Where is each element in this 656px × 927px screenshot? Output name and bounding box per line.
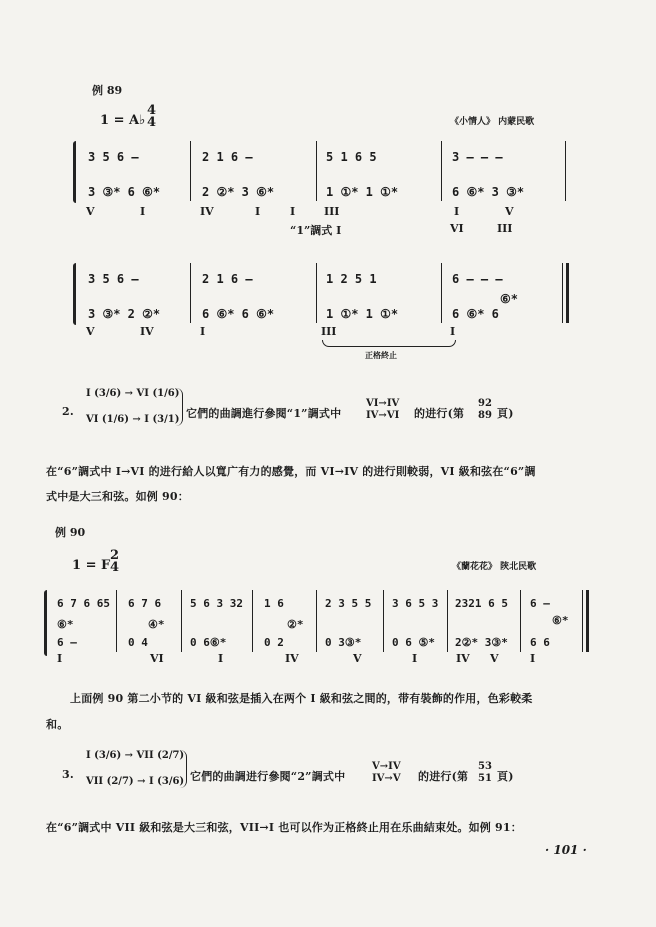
harmony-measure: 1 ①* 1 ①*: [326, 185, 399, 199]
paragraph-line: 式中是大三和弦。如例 90：: [46, 490, 189, 503]
brace-right: [180, 750, 187, 788]
paragraph-line: 和。: [46, 718, 69, 731]
example-90-key: 1 = F: [72, 558, 111, 573]
progression-pair: VI→IV IV→VI: [366, 398, 400, 421]
example-90-source: 《蘭花花》 陝北民歌: [452, 562, 537, 572]
chord-numeral: IV: [200, 205, 214, 218]
barline: [562, 263, 563, 323]
system-brace: [73, 263, 76, 325]
chord-numeral: III: [497, 222, 513, 235]
harmony-measure: 6 ⑥* 3 ③*: [452, 185, 525, 199]
melody-measure: 6 –: [530, 597, 550, 610]
barline: [316, 141, 317, 201]
melody-measure: 2 1 6 –: [202, 272, 253, 286]
harmony-measure: 1 ①* 1 ①*: [326, 307, 399, 321]
chord-numeral: I: [218, 652, 224, 665]
chord-numeral: VI: [150, 652, 164, 665]
example-90-time-signature: 2 4: [110, 548, 120, 575]
harmony-measure: 2②* 3③*: [455, 636, 508, 649]
harmony-measure: 6 ⑥* 6: [452, 307, 499, 321]
page-ref-end: 頁): [497, 407, 514, 420]
system-brace: [73, 141, 76, 203]
item-tail: 的进行(第: [414, 407, 465, 420]
chord-numeral: V: [505, 205, 514, 218]
chord-numeral: I: [200, 325, 206, 338]
melody-measure: 2 3 5 5: [325, 597, 372, 610]
barline: [316, 263, 317, 323]
melody-measure: 2321 6 5: [455, 597, 508, 610]
cadence-bracket: [322, 340, 456, 347]
page-ref-end: 頁): [497, 770, 514, 783]
harmony-measure: 0 6⑥*: [190, 636, 227, 649]
harmony-measure: 0 2: [264, 636, 284, 649]
chord-numeral: I: [57, 652, 63, 665]
barline: [447, 590, 448, 652]
example-89-time-signature: 4 4: [147, 103, 157, 130]
harmony-measure: 3 ③* 6 ⑥*: [88, 185, 161, 199]
progression-line: VI (1/6) → I (3/1): [86, 414, 180, 425]
harmony-extra-note: ⑥*: [500, 292, 518, 306]
paragraph-line: 在“6”調式中 VII 級和弦是大三和弦，VII→I 也可以作为正格終止用在乐曲結束处。如例 91：: [46, 821, 522, 834]
harmony-measure: 0 4: [128, 636, 148, 649]
barline: [520, 590, 521, 652]
barline: [181, 590, 182, 652]
item-number: 2.: [62, 405, 74, 418]
system-brace: [44, 590, 47, 656]
chord-numeral: VI: [450, 222, 464, 235]
melody-measure: 3 5 6 –: [88, 150, 139, 164]
item-text: 它們的曲調進行參閱“1”調式中: [186, 407, 342, 420]
inner-voice: ②*: [287, 618, 304, 631]
example-89-key: 1 = A♭: [100, 113, 146, 128]
example-89-source: 《小情人》 内蒙民歌: [450, 117, 535, 127]
harmony-measure: 2 ②* 3 ⑥*: [202, 185, 275, 199]
barline: [383, 590, 384, 652]
barline: [190, 263, 191, 323]
barline: [441, 263, 442, 323]
harmony-measure: 0 3③*: [325, 636, 362, 649]
inner-voice: ⑥*: [57, 618, 74, 631]
mode-label: “1”調式 I: [290, 224, 342, 237]
barline: [441, 141, 442, 201]
chord-numeral: I: [140, 205, 146, 218]
melody-measure: 5 6 3 32: [190, 597, 243, 610]
chord-numeral: I: [454, 205, 460, 218]
barline: [582, 590, 583, 652]
chord-numeral: I: [255, 205, 261, 218]
progression-pair: V→IV IV→V: [372, 761, 401, 784]
chord-numeral: V: [86, 205, 95, 218]
melody-measure: 3 5 6 –: [88, 272, 139, 286]
barline: [565, 141, 566, 201]
chord-numeral: III: [324, 205, 340, 218]
harmony-measure: 6 ⑥* 6 ⑥*: [202, 307, 275, 321]
chord-numeral: V: [353, 652, 362, 665]
inner-voice: ⑥*: [552, 614, 569, 627]
chord-numeral: V: [86, 325, 95, 338]
example-90-label: 例 90: [55, 526, 86, 539]
melody-measure: 3 6 5 3: [392, 597, 439, 610]
chord-numeral: I: [530, 652, 536, 665]
page-number: · 101 ·: [545, 843, 587, 857]
chord-numeral: V: [490, 652, 499, 665]
melody-measure: 1 6: [264, 597, 284, 610]
example-89-label: 例 89: [92, 84, 123, 97]
melody-measure: 6 7 6 65: [57, 597, 110, 610]
inner-voice: ④*: [148, 618, 165, 631]
melody-measure: 6 7 6: [128, 597, 162, 610]
chord-numeral: I: [412, 652, 418, 665]
melody-measure: 2 1 6 –: [202, 150, 253, 164]
progression-line: I (3/6) → VI (1/6): [86, 388, 180, 399]
page-ref: 92 89: [478, 398, 492, 421]
paragraph-line: 上面例 90 第二小节的 VI 級和弦是插入在两个 I 級和弦之間的，带有裝飾的作用，色彩較柔: [70, 692, 533, 705]
item-tail: 的进行(第: [418, 770, 469, 783]
melody-measure: 5 1 6 5: [326, 150, 377, 164]
cadence-label: 正格終止: [365, 350, 397, 360]
page-ref: 53 51: [478, 761, 492, 784]
melody-measure: 6 – – –: [452, 272, 503, 286]
chord-numeral: IV: [285, 652, 299, 665]
barline: [252, 590, 253, 652]
item-text: 它們的曲調进行參閱“2”調式中: [190, 770, 346, 783]
chord-numeral: III: [321, 325, 337, 338]
melody-measure: 1 2 5 1: [326, 272, 377, 286]
harmony-measure: 6 6: [530, 636, 550, 649]
harmony-measure: 6 –: [57, 636, 77, 649]
barline: [116, 590, 117, 652]
item-number: 3.: [62, 768, 74, 781]
harmony-measure: 3 ③* 2 ②*: [88, 307, 161, 321]
paragraph-line: 在“6”調式中 I→VI 的进行給人以寬广有力的感覺，而 VI→IV 的进行則較弱，VI 級和弦在“6”調: [46, 465, 536, 478]
progression-line: I (3/6) → VII (2/7): [86, 750, 185, 761]
chord-numeral: IV: [140, 325, 154, 338]
final-barline: [566, 263, 569, 323]
harmony-measure: 0 6 ⑤*: [392, 636, 435, 649]
final-barline: [586, 590, 589, 652]
brace-right: [176, 388, 183, 426]
chord-numeral: I: [290, 205, 296, 218]
barline: [316, 590, 317, 652]
barline: [190, 141, 191, 201]
progression-line: VII (2/7) → I (3/6): [86, 776, 185, 787]
chord-numeral: IV: [456, 652, 470, 665]
chord-numeral: I: [450, 325, 456, 338]
melody-measure: 3 – – –: [452, 150, 503, 164]
